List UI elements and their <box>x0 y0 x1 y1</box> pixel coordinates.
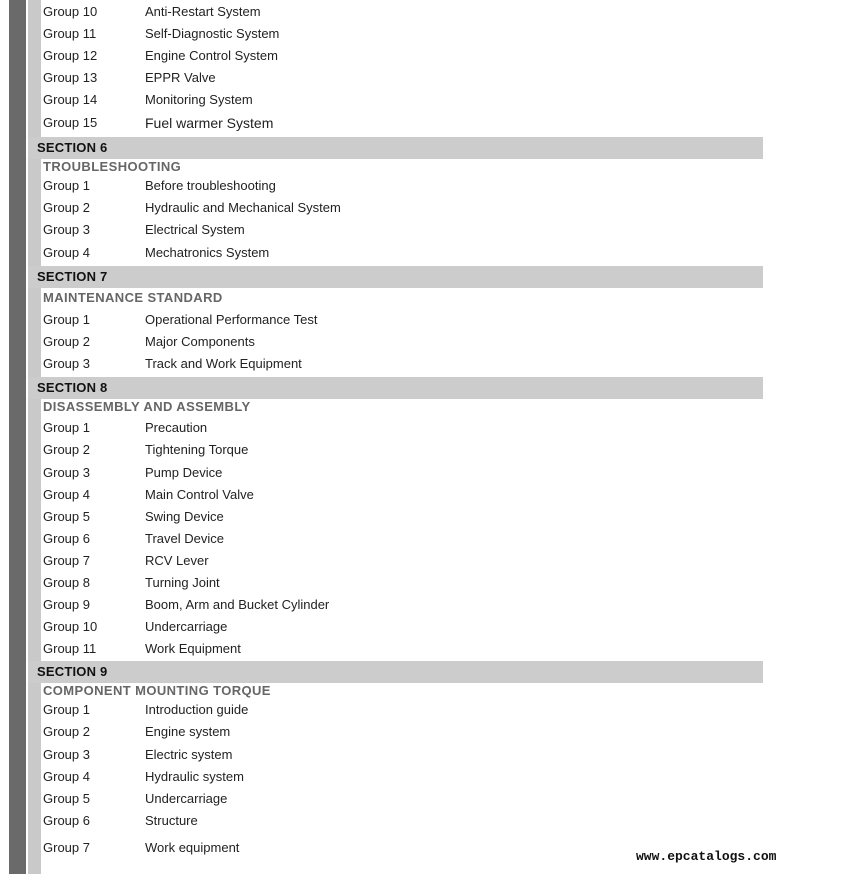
section-subtitle: DISASSEMBLY AND ASSEMBLY <box>43 399 251 414</box>
group-label: Group 11 <box>43 26 97 41</box>
group-label: Group 10 <box>43 619 98 634</box>
group-title: Mechatronics System <box>145 245 270 260</box>
group-label: Group 6 <box>43 813 90 828</box>
group-label: Group 13 <box>43 70 98 85</box>
group-label: Group 14 <box>43 92 98 107</box>
group-label: Group 2 <box>43 334 90 349</box>
group-title: Engine Control System <box>145 48 278 63</box>
group-label: Group 1 <box>43 312 90 327</box>
group-title: Turning Joint <box>145 575 220 590</box>
group-label: Group 7 <box>43 840 90 855</box>
section-header: SECTION 8 <box>28 377 763 399</box>
group-label: Group 3 <box>43 222 90 237</box>
group-title: Travel Device <box>145 531 224 546</box>
group-title: Operational Performance Test <box>145 312 318 327</box>
group-label: Group 6 <box>43 531 90 546</box>
section-subtitle: COMPONENT MOUNTING TORQUE <box>43 683 271 698</box>
group-title: Before troubleshooting <box>145 178 276 193</box>
group-label: Group 10 <box>43 4 98 19</box>
group-label: Group 1 <box>43 420 90 435</box>
group-label: Group 4 <box>43 245 90 260</box>
group-title: Monitoring System <box>145 92 253 107</box>
group-title: Major Components <box>145 334 255 349</box>
group-title: Introduction guide <box>145 702 249 717</box>
group-label: Group 4 <box>43 769 90 784</box>
section-header: SECTION 7 <box>28 266 763 288</box>
group-title: Tightening Torque <box>145 442 249 457</box>
group-label: Group 1 <box>43 702 90 717</box>
group-label: Group 1 <box>43 178 90 193</box>
group-title: Work equipment <box>145 840 240 855</box>
group-title: EPPR Valve <box>145 70 216 85</box>
group-title: Engine system <box>145 724 231 739</box>
group-title: Boom, Arm and Bucket Cylinder <box>145 597 330 612</box>
group-label: Group 2 <box>43 442 90 457</box>
left-margin-bar-dark <box>9 0 26 874</box>
section-subtitle: TROUBLESHOOTING <box>43 159 182 174</box>
group-label: Group 5 <box>43 791 90 806</box>
group-label: Group 5 <box>43 509 90 524</box>
group-title: Pump Device <box>145 465 223 480</box>
group-title: Hydraulic and Mechanical System <box>145 200 341 215</box>
watermark-url: www.epcatalogs.com <box>636 849 777 864</box>
group-label: Group 15 <box>43 115 98 130</box>
group-label: Group 8 <box>43 575 90 590</box>
group-label: Group 11 <box>43 641 97 656</box>
section-subtitle: MAINTENANCE STANDARD <box>43 290 223 305</box>
group-title: RCV Lever <box>145 553 209 568</box>
group-title: Swing Device <box>145 509 224 524</box>
group-label: Group 12 <box>43 48 98 63</box>
group-label: Group 9 <box>43 597 90 612</box>
group-title: Undercarriage <box>145 619 228 634</box>
group-label: Group 3 <box>43 356 90 371</box>
group-title: Work Equipment <box>145 641 241 656</box>
group-title: Anti-Restart System <box>145 4 261 19</box>
group-label: Group 2 <box>43 200 90 215</box>
group-title: Precaution <box>145 420 208 435</box>
group-label: Group 4 <box>43 487 90 502</box>
group-label: Group 3 <box>43 747 90 762</box>
group-title: Electric system <box>145 747 233 762</box>
group-title: Track and Work Equipment <box>145 356 302 371</box>
section-header: SECTION 6 <box>28 137 763 159</box>
group-title: Fuel warmer System <box>145 115 274 131</box>
group-title: Self-Diagnostic System <box>145 26 280 41</box>
group-title: Undercarriage <box>145 791 228 806</box>
group-title: Structure <box>145 813 198 828</box>
group-title: Main Control Valve <box>145 487 254 502</box>
group-label: Group 3 <box>43 465 90 480</box>
group-label: Group 7 <box>43 553 90 568</box>
group-label: Group 2 <box>43 724 90 739</box>
left-margin-bar-light <box>28 0 41 874</box>
group-title: Hydraulic system <box>145 769 244 784</box>
section-header: SECTION 9 <box>28 661 763 683</box>
group-title: Electrical System <box>145 222 245 237</box>
